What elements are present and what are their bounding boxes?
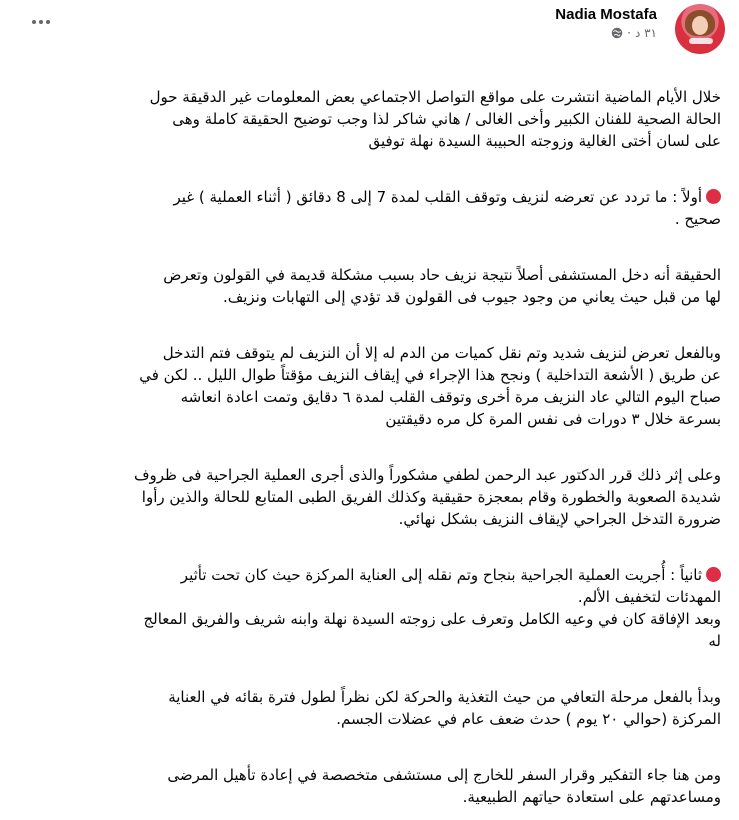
avatar[interactable] — [675, 4, 725, 54]
avatar-signature — [689, 38, 713, 44]
dot-separator: · — [627, 26, 631, 40]
post-paragraph — [4, 164, 721, 230]
globe-icon — [611, 27, 623, 39]
paragraph-text: وعلى إثر ذلك قرر الدكتور عبد الرحمن لطفي مشكوراً والذى أجرى العملية الجراحية فى ظروف شديدة الصعوبة والخطورة وقام بمعجزة حقيقية وكذلك الفريق الطبى المتابع للحالة والذين رأوا ضرورة التدخل الجراحي لإيقاف النزيف بشكل نهائي. — [133, 466, 721, 528]
paragraph-text: ومن هنا جاء التفكير وقرار السفر للخارج إلى مستشفى متخصصة في إعادة تأهيل المرضى ومساعدتهم على استعادة حياتهم الطبيعية. — [167, 766, 721, 806]
post-paragraph — [4, 742, 721, 808]
post-header — [0, 0, 739, 62]
post-timestamp[interactable]: ٣١ د — [634, 26, 657, 40]
post-meta — [555, 26, 657, 40]
more-options-button[interactable] — [30, 12, 52, 32]
paragraph-text: الحقيقة أنه دخل المستشفى أصلاً نتيجة نزيف حاد بسبب مشكلة قديمة في القولون وتعرض لها من قبل حيث يعاني من وجود جيوب فى القولون قد تؤدي إلى التهابات ونزيف. — [163, 266, 721, 306]
paragraph-text: أولاً : ما تردد عن تعرضه لنزيف وتوقف القلب لمدة 7 إلى 8 دقائق ( أثناء العملية ) غير صحيح . — [173, 188, 721, 228]
paragraph-text: ثانياً : أُجريت العملية الجراحية بنجاح وتم نقله إلى العناية المركزة حيث كان تحت تأثير المهدئات لتخفيف الألم. وبعد الإفاقة كان في وعيه الكامل وتعرف على زوجته السيدة نهلة وابنه شريف والفريق المعالج له — [143, 566, 721, 650]
paragraph-text: وبدأ بالفعل مرحلة التعافي من حيث التغذية والحركة لكن نظراً لطول فترة بقائه في العناية المركزة (حوالي ٢٠ يوم ) حدث ضعف عام في عضلات الجسم. — [168, 688, 721, 728]
more-horizontal-icon-dot — [46, 20, 50, 24]
avatar-face — [692, 16, 708, 35]
post-paragraph — [4, 442, 721, 530]
red-circle-icon — [706, 189, 721, 204]
paragraph-text: خلال الأيام الماضية انتشرت على مواقع التواصل الاجتماعي بعض المعلومات غير الدقيقة حول الحالة الصحية للفنان الكبير وأخى الغالى / هاني شاكر لذا وجب توضيح الحقيقة كاملة وهى على لسان أختى الغالية وزوجته الحبيبة السيدة نهلة توفيق — [149, 88, 721, 150]
post-paragraph — [4, 542, 721, 652]
post-paragraph — [4, 64, 721, 152]
author-name[interactable]: Nadia Mostafa — [555, 6, 657, 23]
paragraph-text: وبالفعل تعرض لنزيف شديد وتم نقل كميات من الدم له إلا أن النزيف لم يتوقف فتم التدخل عن طريق ( الأشعة التداخلية ) ونجح هذا الإجراء في إيقاف النزيف مؤقتاً طوال الليل .. لكن في صباح اليوم التالي عاد النزيف مرة أخرى وتوقف القلب لمدة ٦ دقايق وتمت اعادة انعاشه بسرعة خلال ٣ دورات فى نفس المرة كل مره دقيقتين — [139, 344, 721, 428]
post-text — [4, 64, 721, 820]
post-paragraph — [4, 320, 721, 430]
red-circle-icon — [706, 567, 721, 582]
more-horizontal-icon — [32, 20, 36, 24]
author-info — [555, 6, 657, 40]
more-horizontal-icon-dot — [39, 20, 43, 24]
post-paragraph — [4, 242, 721, 308]
post-paragraph — [4, 664, 721, 730]
